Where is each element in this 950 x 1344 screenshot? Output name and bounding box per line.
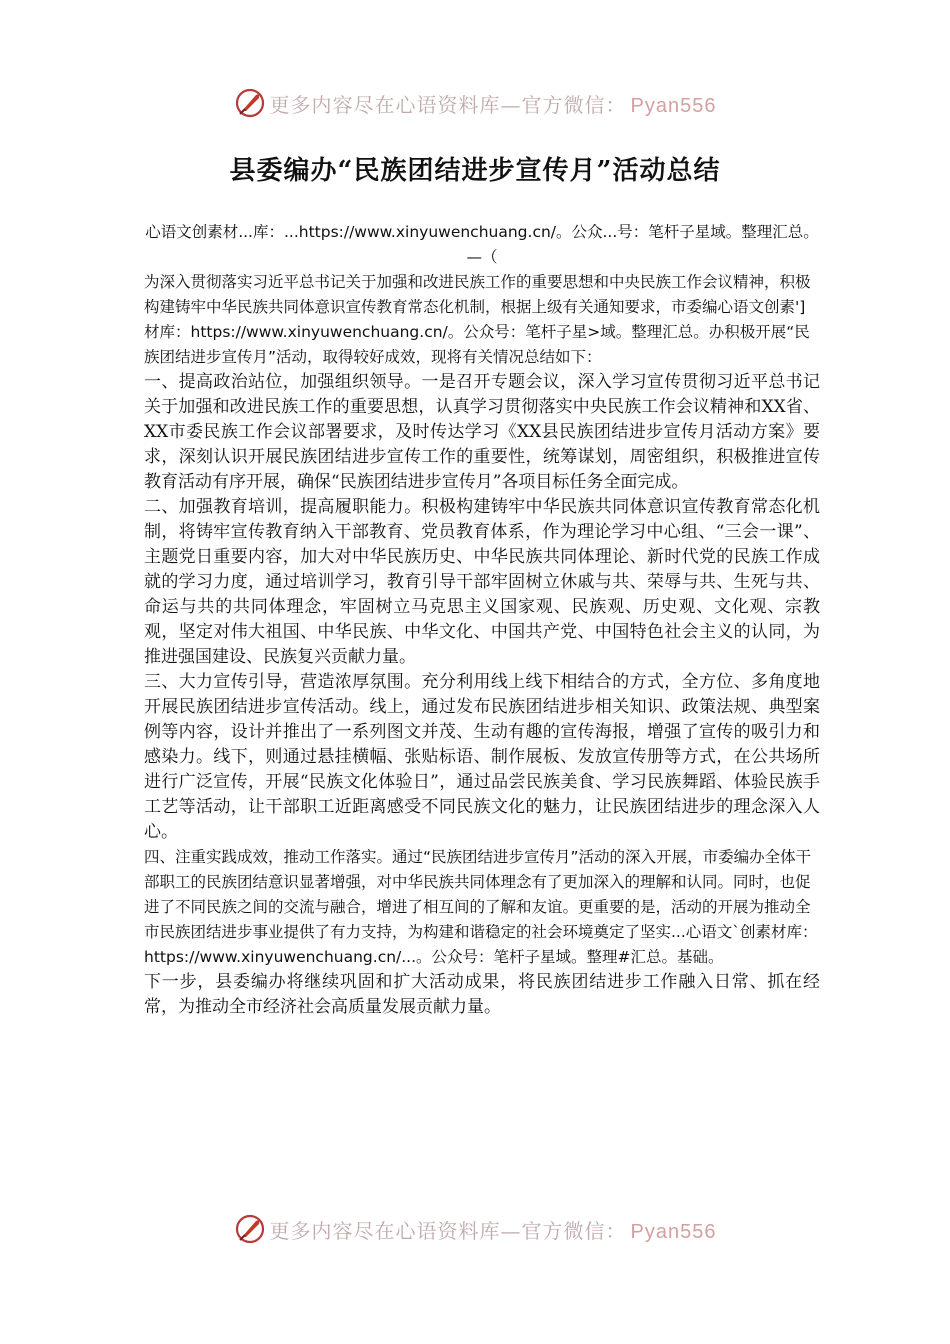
intro-paragraph: 为深入贯彻落实习近平总书记关于加强和改进民族工作的重要思想和中央民族工作会议精神，积极构建铸牢中华民族共同体意识宣传教育常态化机制，根据上级有关通知要求，市委编心语文创素']材库：https://www.xinyuwenchuang.cn/。公众号：笔杆子星>域。整理汇总。办积极开展“民族团结进步宣传月”活动，取得较好成效，现将有关情况总结如下： [144, 273, 811, 366]
banner-library-text: 更多内容尽在心语资料库 [269, 92, 501, 117]
section-1-paragraph: 一、提高政治站位，加强组织领导。一是召开专题会议，深入学习宣传贯彻习近平总书记关于加强和改进民族工作的重要思想，认真学习贯彻落实中央民族工作会议精神和XX省、XX市委民族工作会议部署要求，及时传达学习《XX县民族团结进步宣传月活动方案》要求，深刻认识开展民族团结进步宣传工作的重要性，统筹谋划，周密组织，积极推进宣传教育活动有序开展，确保“民族团结进步宣传月”各项目标任务全面完成。 [144, 372, 820, 492]
document-title: 县委编办“民族团结进步宣传月”活动总结 [229, 156, 721, 186]
quill-pen-logo-icon [234, 1213, 266, 1245]
banner-library-text: 更多内容尽在心语资料库 [269, 1218, 501, 1243]
next-step-paragraph: 下一步，县委编办将继续巩固和扩大活动成果，将民族团结进步工作融入日常、抓在经常，为推动全市经济社会高质量发展贡献力量。 [144, 972, 820, 1017]
banner-wechat-id: Pyan556 [630, 1220, 717, 1243]
banner-contact-label: 官方微信： [521, 92, 627, 117]
banner-text [270, 1215, 717, 1244]
source-line: 心语文创素材...库：...https://www.xinyuwenchuang.cn/。公众...号：笔杆子星域。整理汇总。—（ [145, 223, 819, 266]
banner-dash: — [500, 1218, 522, 1243]
section-4-paragraph: 四、注重实践成效，推动工作落实。通过“民族团结进步宣传月”活动的深入开展，市委编办全体干部职工的民族团结意识显著增强，对中华民族共同体理念有了更加深入的理解和认同。同时，也促进了不同民族之间的交流与融合，增进了相互间的了解和友谊。更重要的是，活动的开展为推动全市民族团结进步事业提供了有力支持，为构建和谐稳定的社会环境奠定了坚实...心语文`创素材库：https://www.xinyuwenchuang.cn/...。公众号：笔杆子星域。整理#汇总。基础。 [144, 848, 818, 966]
banner-text [270, 89, 717, 118]
section-3-paragraph: 三、大力宣传引导，营造浓厚氛围。充分利用线上线下相结合的方式，全方位、多角度地开展民族团结进步宣传活动。线上，通过发布民族团结进步相关知识、政策法规、典型案例等内容，设计并推出了一系列图文并茂、生动有趣的宣传海报，增强了宣传的吸引力和感染力。线下，则通过悬挂横幅、张贴标语、制作展板、发放宣传册等方式，在公共场所进行广泛宣传，开展“民族文化体验日”，通过品尝民族美食、学习民族舞蹈、体验民族手工艺等活动，让干部职工近距离感受不同民族文化的魅力，让民族团结进步的理念深入人心。 [144, 672, 820, 842]
document-body [144, 220, 820, 1020]
quill-pen-logo-icon [234, 87, 266, 119]
banner-wechat-id: Pyan556 [630, 94, 717, 117]
header-banner [0, 83, 950, 123]
footer-banner [0, 1209, 950, 1249]
banner-dash: — [500, 92, 522, 117]
banner-contact-label: 官方微信： [521, 1218, 627, 1243]
section-2-paragraph: 二、加强教育培训，提高履职能力。积极构建铸牢中华民族共同体意识宣传教育常态化机制，将铸牢宣传教育纳入干部教育、党员教育体系，作为理论学习中心组、“三会一课”、主题党日重要内容，加大对中华民族历史、中华民族共同体理论、新时代党的民族工作成就的学习力度，通过培训学习，教育引导干部牢固树立休戚与共、荣辱与共、生死与共、命运与共的共同体理念，牢固树立马克思主义国家观、民族观、历史观、文化观、宗教观，坚定对伟大祖国、中华民族、中华文化、中国共产党、中国特色社会主义的认同，为推进强国建设、民族复兴贡献力量。 [144, 497, 820, 667]
